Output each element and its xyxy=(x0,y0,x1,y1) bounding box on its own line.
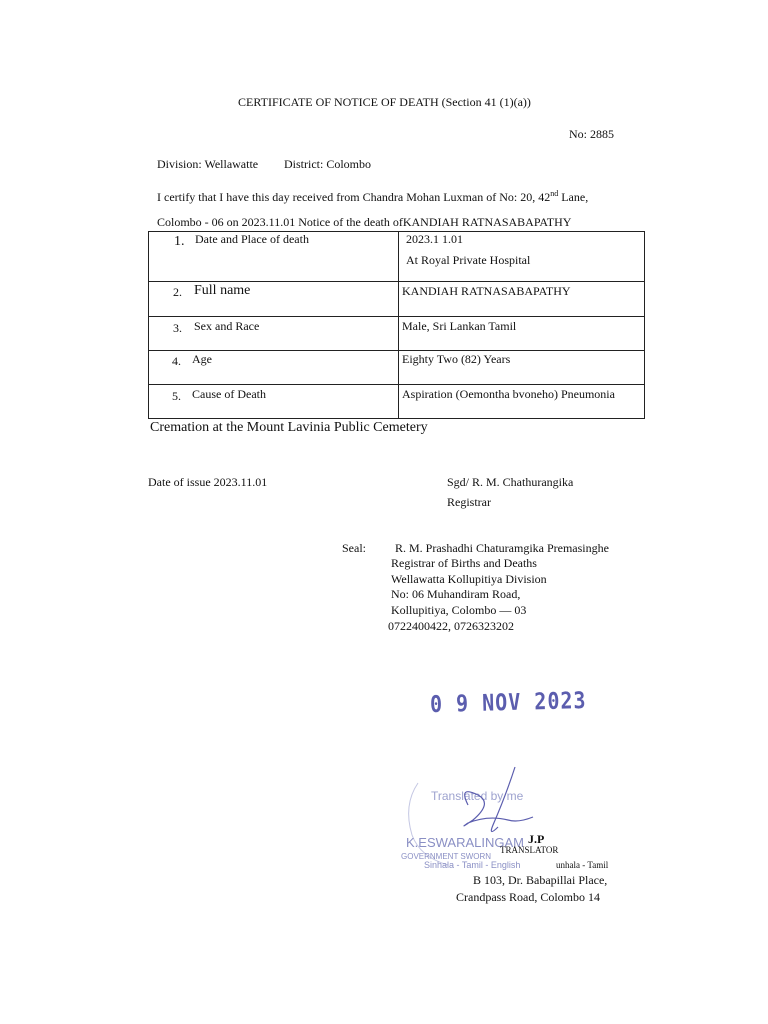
row-value-cell xyxy=(399,232,645,282)
row-label-cell xyxy=(149,351,399,385)
translator-address-2: Crandpass Road, Colombo 14 xyxy=(456,890,600,904)
row-label-cell xyxy=(149,385,399,419)
table-row xyxy=(149,317,645,351)
row-value: Aspiration (Oemontha bvoneho) Pneumonia xyxy=(402,387,615,401)
row-value-cell xyxy=(399,282,645,317)
registrar-division: Wellawatta Kollupitiya Division xyxy=(391,572,547,586)
translator-languages: unhala - Tamil xyxy=(556,860,609,870)
row-value-cell xyxy=(399,351,645,385)
seal-text-sworn: GOVERNMENT SWORN xyxy=(401,852,492,861)
registrar-phones: 0722400422, 0726323202 xyxy=(388,619,514,633)
signer-role: Registrar xyxy=(447,495,491,509)
row-label: Date and Place of death xyxy=(195,232,309,246)
registrar-address-2: Kollupitiya, Colombo — 03 xyxy=(391,603,527,617)
certificate-title xyxy=(238,95,531,110)
signed-by: Sgd/ R. M. Chathurangika xyxy=(447,475,574,489)
table-row xyxy=(149,282,645,317)
statement-line-1-b: Lane, xyxy=(558,190,589,204)
statement-line-1-a: I certify that I have this day received from Chandra Mohan Luxman of No: 20, 42 xyxy=(157,190,551,204)
row-label-cell xyxy=(149,282,399,317)
registrar-full-name: R. M. Prashadhi Chaturamgika Premasinghe xyxy=(395,541,609,555)
seal-text-translated: Translated by me xyxy=(431,789,524,803)
title-suffix: (a)) xyxy=(513,95,531,109)
row-number: 2. xyxy=(173,285,182,299)
statement-line-2: Colombo - 06 on 2023.11.01 Notice of the death ofKANDIAH RATNASABAPATHY xyxy=(157,215,572,229)
row-value: Male, Sri Lankan Tamil xyxy=(402,319,517,333)
row-value: Eighty Two (82) Years xyxy=(402,352,511,366)
seal-label: Seal: xyxy=(342,541,366,555)
row-label: Full name xyxy=(194,283,251,298)
row-value: KANDIAH RATNASABAPATHY xyxy=(402,284,571,298)
death-details-table xyxy=(148,231,645,419)
translator-address-1: B 103, Dr. Babapillai Place, xyxy=(473,873,608,887)
row-label-cell xyxy=(149,317,399,351)
row-number: 4. xyxy=(172,354,181,368)
jp-mark: J.P xyxy=(528,832,545,846)
division-label: Division: Wellawatte xyxy=(157,157,259,171)
row-label-cell xyxy=(149,232,399,282)
row-value-line2: At Royal Private Hospital xyxy=(406,253,531,267)
statement-line-1-sup: nd xyxy=(550,189,559,198)
table-row xyxy=(149,232,645,282)
row-value: 2023.1 1.01 xyxy=(406,232,463,246)
row-label: Sex and Race xyxy=(194,319,260,333)
table-row xyxy=(149,351,645,385)
certificate-number: No: 2885 xyxy=(569,127,614,141)
statement-line-1 xyxy=(157,189,588,205)
registrar-address-1: No: 06 Muhandiram Road, xyxy=(391,587,521,601)
row-value-cell xyxy=(399,385,645,419)
row-number: 1. xyxy=(174,234,185,249)
title-main: CERTIFICATE OF NOTICE OF DEATH (Section 41 (1) xyxy=(238,95,514,109)
translator-label: TRANSLATOR xyxy=(500,845,559,855)
cremation-note: Cremation at the Mount Lavinia Public Cemetery xyxy=(150,420,428,435)
district-label: District: Colombo xyxy=(284,157,371,171)
translator-seal-graphic xyxy=(398,765,558,875)
seal-text-name: K.ESWARALINGAM xyxy=(406,835,524,850)
seal-text-langs: Sinhala - Tamil - English xyxy=(424,860,521,870)
row-value-cell xyxy=(399,317,645,351)
translator-seal xyxy=(398,765,558,875)
row-number: 3. xyxy=(173,321,182,335)
date-stamp: 0 9 NOV 2023 xyxy=(429,686,587,718)
registrar-title: Registrar of Births and Deaths xyxy=(391,556,537,570)
row-number: 5. xyxy=(172,389,181,403)
row-label: Cause of Death xyxy=(192,387,266,401)
table-row xyxy=(149,385,645,419)
row-label: Age xyxy=(192,352,212,366)
issue-date: Date of issue 2023.11.01 xyxy=(148,475,268,489)
